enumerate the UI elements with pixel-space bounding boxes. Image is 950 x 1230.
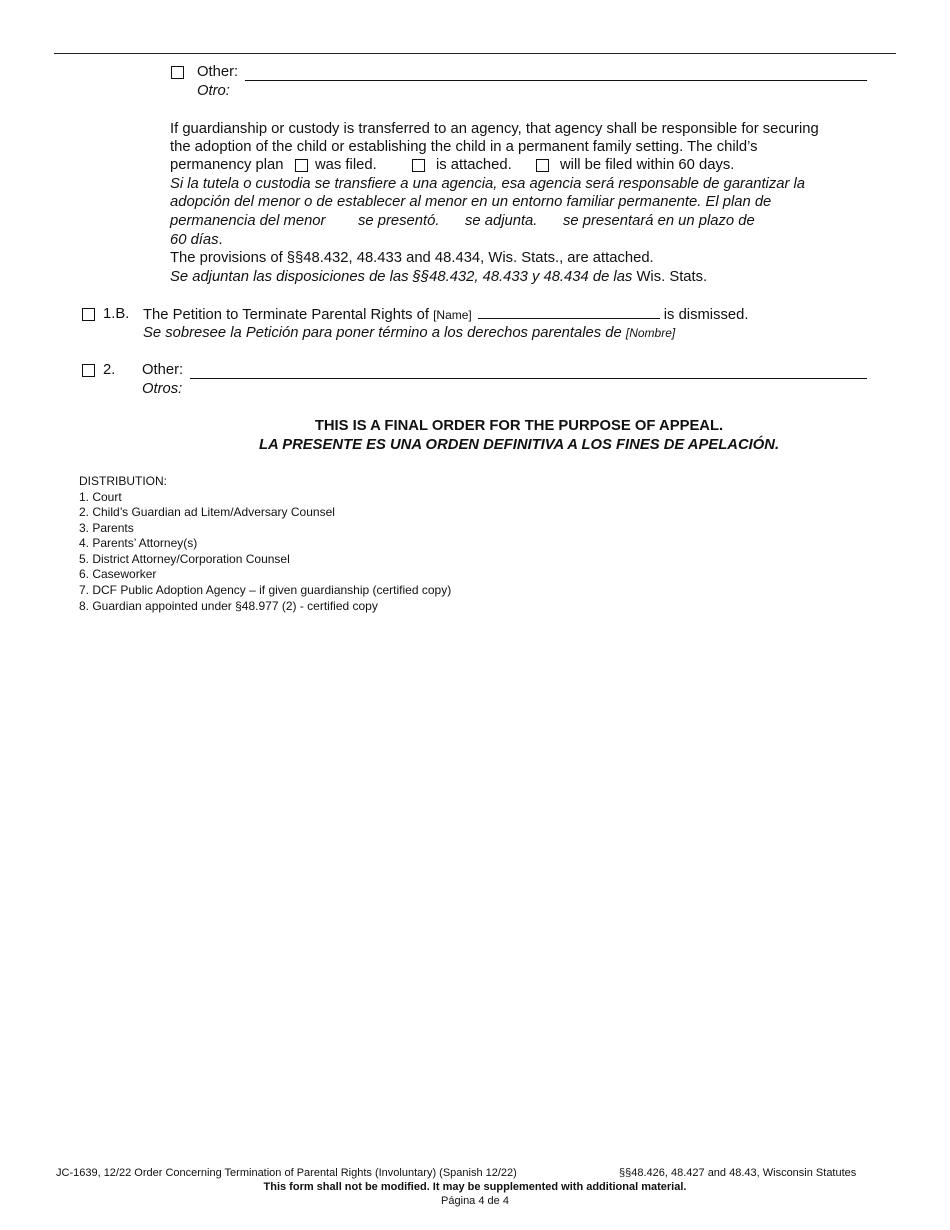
item-2-number: 2. — [103, 362, 116, 378]
agency-text-line2: the adoption of the child or establishing the child in a permanent family setting. The child’s — [170, 139, 758, 155]
distribution-item: 4. Parents’ Attorney(s) — [79, 536, 198, 550]
agency-text-es-line2: adopción del menor o de establecer al menor en un entorno familiar permanente. El plan de — [170, 194, 772, 210]
plan-will-be-filed-label-es: se presentará en un plazo de — [563, 213, 755, 229]
permanency-plan-label: permanency plan — [170, 157, 284, 173]
name-placeholder: [Name] — [433, 308, 472, 322]
final-order-heading-es: LA PRESENTE ES UNA ORDEN DEFINITIVA A LOS FINES DE APELACIÓN. — [258, 437, 780, 453]
other-top-label: Other: — [197, 64, 239, 80]
top-divider — [54, 53, 896, 54]
distribution-item: 1. Court — [79, 490, 122, 504]
item-1b-checkbox[interactable] — [82, 308, 95, 321]
agency-text-line1: If guardianship or custody is transferred to an agency, that agency shall be responsible for securing — [170, 121, 819, 137]
plan-attached-label-es: se adjunta. — [465, 213, 538, 229]
footer-notice: This form shall not be modified. It may be supplemented with additional material. — [263, 1181, 687, 1193]
plan-filed-checkbox[interactable] — [295, 159, 308, 172]
item-1b-number: 1.B. — [103, 306, 130, 322]
name-field[interactable] — [478, 306, 660, 319]
item-2-label-es: Otros: — [142, 381, 183, 397]
other-top-checkbox[interactable] — [171, 66, 184, 79]
item-2-label: Other: — [142, 362, 184, 378]
item-2-other-line[interactable] — [190, 378, 867, 379]
distribution-item: 8. Guardian appointed under §48.977 (2) - certified copy — [79, 599, 378, 613]
sixty-days-es: 60 días. — [170, 232, 223, 248]
plan-attached-checkbox[interactable] — [412, 159, 425, 172]
distribution-item: 6. Caseworker — [79, 567, 157, 581]
distribution-item: 7. DCF Public Adoption Agency – if given guardianship (certified copy) — [79, 583, 452, 597]
plan-filed-label-es: se presentó. — [358, 213, 440, 229]
footer-page-number: Página 4 de 4 — [441, 1195, 509, 1207]
plan-attached-label: is attached. — [436, 157, 512, 173]
plan-will-be-filed-checkbox[interactable] — [536, 159, 549, 172]
agency-text-es-line1: Si la tutela o custodia se transfiere a una agencia, esa agencia será responsable de garantizar la — [170, 176, 806, 192]
footer-statutes: §§48.426, 48.427 and 48.43, Wisconsin Statutes — [619, 1167, 857, 1179]
other-top-line[interactable] — [245, 80, 867, 81]
plan-filed-label: was filed. — [315, 157, 377, 173]
provisions-text: The provisions of §§48.432, 48.433 and 48.434, Wis. Stats., are attached. — [170, 250, 654, 266]
provisions-text-es: Se adjuntan las disposiciones de las §§48.432, 48.433 y 48.434 de las Wis. Stats. — [170, 269, 708, 285]
final-order-heading: THIS IS A FINAL ORDER FOR THE PURPOSE OF APPEAL. — [314, 418, 724, 434]
distribution-item: 3. Parents — [79, 521, 134, 535]
distribution-item: 2. Child’s Guardian ad Litem/Adversary Counsel — [79, 505, 335, 519]
item-1b-text-es: Se sobresee la Petición para poner término a los derechos parentales de [Nombre] — [143, 325, 676, 341]
plan-will-be-filed-label: will be filed within 60 days. — [560, 157, 735, 173]
footer-form-id: JC-1639, 12/22 Order Concerning Termination of Parental Rights (Involuntary) (Spanish 12/22) — [56, 1167, 517, 1179]
item-2-checkbox[interactable] — [82, 364, 95, 377]
distribution-item: 5. District Attorney/Corporation Counsel — [79, 552, 290, 566]
other-top-label-es: Otro: — [197, 83, 230, 99]
permanency-plan-label-es: permanencia del menor — [170, 213, 326, 229]
item-1b-text: The Petition to Terminate Parental Rights of [Name] is dismissed. — [143, 307, 749, 323]
distribution-title: DISTRIBUTION: — [79, 474, 168, 488]
